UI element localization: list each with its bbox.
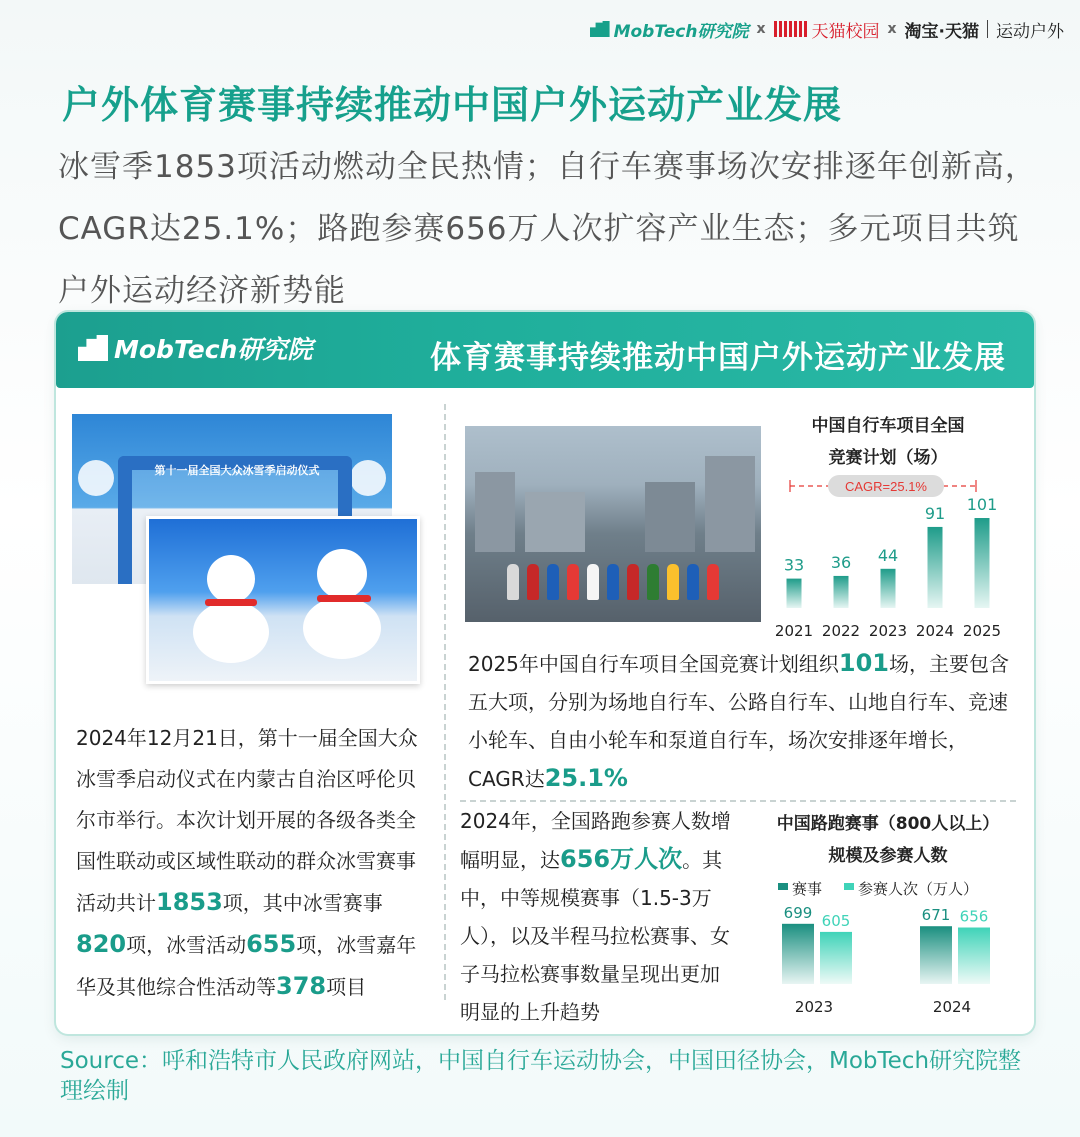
highlight-1853: 1853	[156, 888, 223, 916]
cycling-text: 2025年中国自行车项目全国竞赛计划组织	[468, 652, 839, 676]
highlight-656: 656万人次	[560, 845, 683, 873]
x-tick-label: 2024	[932, 998, 972, 1016]
page-title: 户外体育赛事持续推动中国户外运动产业发展	[62, 83, 843, 127]
highlight-101: 101	[838, 649, 890, 677]
building	[475, 472, 515, 552]
legend-swatch-participants	[844, 883, 854, 890]
bar-2021	[787, 579, 802, 608]
brand-separator-x: x	[887, 21, 897, 37]
brand-strip	[590, 14, 1064, 44]
x-tick-label: 2024	[915, 622, 955, 640]
cycling-paragraph	[468, 644, 1018, 798]
cyclist	[627, 564, 639, 600]
taobao-tmall-logo: 淘宝·天猫	[904, 21, 979, 42]
ice-snow-text: 项，冰雪嘉年华及其他综合性活动等	[76, 933, 417, 999]
tmall-mark-icon	[774, 21, 808, 37]
cyclist	[707, 564, 719, 600]
x-tick-label: 2023	[868, 622, 908, 640]
snowflake-icon	[350, 460, 386, 496]
bar-2023-participants	[820, 932, 852, 984]
cycling-bar-chart	[770, 470, 1010, 644]
cyclist	[527, 564, 539, 600]
ice-snow-text: 项目	[326, 975, 367, 999]
bar-value-label: 605	[821, 911, 851, 930]
page-subtitle: 冰雪季1853项活动燃动全民热情；自行车赛事场次安排逐年创新高，CAGR达25.1%；路跑参赛656万人次扩容产业生态；多元项目共筑户外运动经济新势能	[58, 149, 1037, 309]
x-tick-label: 2023	[794, 998, 834, 1016]
tmall-campus-text: 天猫校园	[811, 21, 880, 42]
bar-2023	[881, 569, 896, 608]
snowman-scarf	[205, 599, 257, 606]
bar-2025	[975, 518, 990, 608]
cyclist	[647, 564, 659, 600]
vertical-divider	[444, 404, 446, 1000]
x-tick-label: 2021	[774, 622, 814, 640]
cyclist	[507, 564, 519, 600]
cycling-chart-title-line2: 竞赛计划（场）	[828, 448, 948, 468]
cyclist	[567, 564, 579, 600]
snowman-body	[193, 601, 269, 663]
mobtech-banner-icon	[78, 335, 108, 361]
running-chart-title-line1: 中国路跑赛事（800人以上）	[776, 814, 1000, 834]
legend-label-events: 赛事	[792, 880, 823, 898]
banner-logo	[78, 330, 312, 366]
cycling-race-photo	[465, 426, 761, 622]
bar-2024-events	[920, 926, 952, 984]
tmall-campus-logo	[774, 17, 880, 42]
legend-label-participants: 参赛人次（万人）	[858, 880, 979, 898]
legend-swatch-events	[778, 883, 788, 890]
cyclist	[667, 564, 679, 600]
bar-value-label: 36	[830, 552, 852, 572]
snowman-head	[207, 555, 255, 603]
brand-divider	[987, 20, 988, 38]
snowman-head	[317, 549, 367, 599]
banner-title: 体育赛事持续推动中国户外运动产业发展	[430, 340, 1006, 376]
banner-logo-text: MobTech研究院	[114, 335, 313, 364]
highlight-820: 820	[76, 930, 127, 958]
x-tick-label: 2025	[962, 622, 1002, 640]
cyclist	[547, 564, 559, 600]
highlight-cagr: 25.1%	[544, 764, 628, 792]
cyclist	[687, 564, 699, 600]
cyclist	[587, 564, 599, 600]
ice-snow-text: 2024年12月21日，第十一届全国大众冰雪季启动仪式在内蒙古自治区呼伦贝尔市举行。本次计划开展的各级各类全国性联动或区域性联动的群众冰雪赛事活动共计	[76, 726, 418, 915]
sports-outdoor-label: 运动户外	[996, 21, 1064, 42]
snowman-body	[303, 597, 381, 659]
running-text: 2024年，全国路跑参赛人数增幅明显，达	[460, 809, 731, 872]
source-note: Source：呼和浩特市人民政府网站，中国自行车运动协会，中国田径协会，MobTech研究院整理绘制	[60, 1048, 1022, 1104]
bar-value-label: 91	[924, 503, 946, 523]
brand-separator-x: x	[756, 21, 766, 37]
cycling-text: 场，主要包含五大项，分别为场地自行车、公路自行车、山地自行车、竞速小轮车、自由小轮车和泵道自行车，场次安排逐年增长，CAGR达	[468, 652, 1010, 791]
bar-value-label: 671	[921, 906, 951, 925]
building	[525, 492, 585, 552]
bar-2023-events	[782, 924, 814, 984]
running-text: 。其中，中等规模赛事（1.5-3万人），以及半程马拉松赛事、女子马拉松赛事数量呈现出更加明显的上升趋势	[460, 848, 730, 1024]
bar-value-label: 33	[783, 555, 805, 575]
ceremony-caption: 第十一届全国大众冰雪季启动仪式	[154, 464, 320, 477]
cagr-label: CAGR=25.1%	[844, 479, 928, 494]
cycling-chart-title-line1: 中国自行车项目全国	[811, 416, 965, 436]
bar-value-label: 44	[877, 545, 899, 565]
highlight-655: 655	[246, 930, 297, 958]
building	[645, 482, 695, 552]
snowman-scarf	[317, 595, 371, 602]
snowman-photo	[146, 516, 420, 684]
bar-2024-participants	[958, 928, 990, 984]
highlight-378: 378	[276, 972, 327, 1000]
running-chart-title-line2: 规模及参赛人数	[828, 846, 948, 866]
cycling-chart-title	[770, 410, 1006, 474]
ice-snow-text: 项，其中冰雪赛事	[222, 891, 383, 915]
building	[705, 456, 755, 552]
cyclist	[607, 564, 619, 600]
bar-2024	[928, 527, 943, 608]
bar-value-label: 656	[959, 907, 989, 926]
ice-snow-text: 项，冰雪活动	[126, 933, 247, 957]
running-chart-title	[748, 808, 1028, 872]
ice-snow-paragraph	[76, 718, 424, 1008]
running-paragraph	[460, 802, 732, 1031]
mobtech-logo-text: MobTech研究院	[613, 21, 749, 42]
x-tick-label: 2022	[821, 622, 861, 640]
running-bar-chart	[748, 872, 1018, 1022]
mobtech-logo-icon	[590, 21, 610, 37]
bar-value-label: 699	[783, 903, 813, 922]
bar-value-label: 101	[966, 495, 998, 515]
mobtech-logo	[590, 17, 749, 42]
snowflake-icon	[78, 460, 114, 496]
bar-2022	[834, 576, 849, 608]
